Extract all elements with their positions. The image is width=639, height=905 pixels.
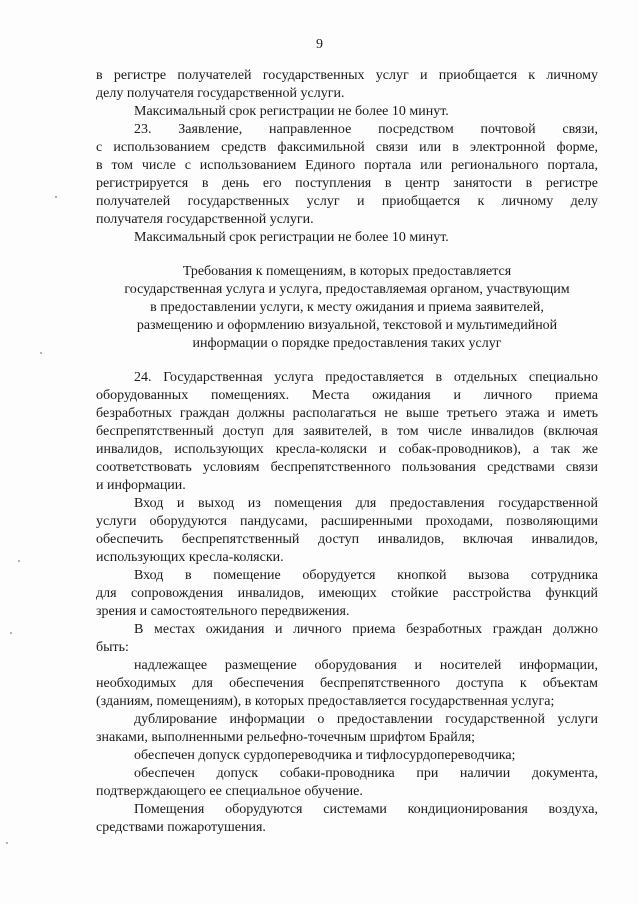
text-line: Вход в помещение оборудуется кнопкой вызова сотрудника [134,568,598,583]
scan-speck [55,196,57,198]
text-line: и информации. [96,478,186,493]
text-line: 23. Заявление, направленное посредством почтовой связи, [134,122,598,137]
text-line: Помещения оборудуются системами кондиционирования воздуха, [134,802,598,817]
text-line: 24. Государственная услуга предоставляется в отдельных специально [134,370,598,385]
text-line: с использованием средств факсимильной связи или в электронной форме, [96,140,598,155]
list-item-line: подтверждающего ее специальное обучение. [96,784,363,799]
list-item-line: необходимых для обеспечения беспрепятственного доступа к объектам [96,676,598,691]
text-line: получателя государственной услуги. [96,212,314,227]
text-line: для сопровождения инвалидов, имеющих стойкие расстройства функций [96,586,598,601]
list-item-line: дублирование информации о предоставлении государственной услуги [134,712,598,727]
section-heading-line: в предоставлении услуги, к месту ожидания и приема заявителей, [150,300,544,315]
text-line: обеспечить беспрепятственный доступ инвалидов, включая инвалидов, [96,532,598,547]
text-line: инвалидов, использующих кресла-коляски и собак-проводников), а так же [96,442,598,457]
list-item-line: надлежащее размещение оборудования и носителей информации, [134,658,598,673]
scan-speck [18,560,20,562]
section-heading-line: информации о порядке предоставления таких услуг [192,336,502,351]
text-line: В местах ожидания и личного приема безработных граждан должно [134,622,598,637]
text-line: Максимальный срок регистрации не более 10 минут. [134,230,449,245]
list-item-line: обеспечен допуск собаки-проводника при наличии документа, [134,766,598,781]
text-line: средствами пожаротушения. [96,820,266,835]
text-line: Вход и выход из помещения для предоставления государственной [134,496,598,511]
page-number: 9 [316,37,323,52]
section-heading-line: размещению и оформлению визуальной, текстовой и мультимедийной [136,318,558,333]
list-item-line: обеспечен допуск сурдопереводчика и тифлосурдопереводчика; [134,748,516,763]
text-line: соответствовать условиям беспрепятственного пользования средствами связи [96,460,598,475]
scan-speck [10,632,12,634]
scan-speck [6,842,8,844]
text-line: быть: [96,640,129,655]
section-heading-line: Требования к помещениям, в которых предоставляется [182,264,512,279]
text-line: зрения и самостоятельного передвижения. [96,604,350,619]
text-line: в регистре получателей государственных услуг и приобщается к личному [96,68,598,83]
text-line: Максимальный срок регистрации не более 10 минут. [134,104,449,119]
text-line: в том числе с использованием Единого портала или регионального портала, [96,158,598,173]
text-line: получателей государственных услуг и приобщается к личному делу [96,194,598,209]
text-line: оборудованных помещениях. Места ожидания и личного приема [96,388,598,403]
section-heading-line: государственная услуга и услуга, предоставляемая органом, участвующим [124,282,570,297]
text-line: безработных граждан должны располагаться не выше третьего этажа и иметь [96,406,598,421]
text-line: использующих кресла-коляски. [96,550,284,565]
list-item-line: (зданиям, помещениям), в которых предоставляется государственная услуга; [96,694,555,709]
text-line: беспрепятственный доступ для заявителей, в том числе инвалидов (включая [96,424,598,439]
text-line: делу получателя государственной услуги. [96,86,345,101]
scan-speck [40,352,42,354]
text-line: регистрируется в день его поступления в центр занятости в регистре [96,176,598,191]
text-line: услуги оборудуются пандусами, расширенными проходами, позволяющими [96,514,598,529]
list-item-line: знаками, выполненными рельефно-точечным шрифтом Брайля; [96,730,476,745]
